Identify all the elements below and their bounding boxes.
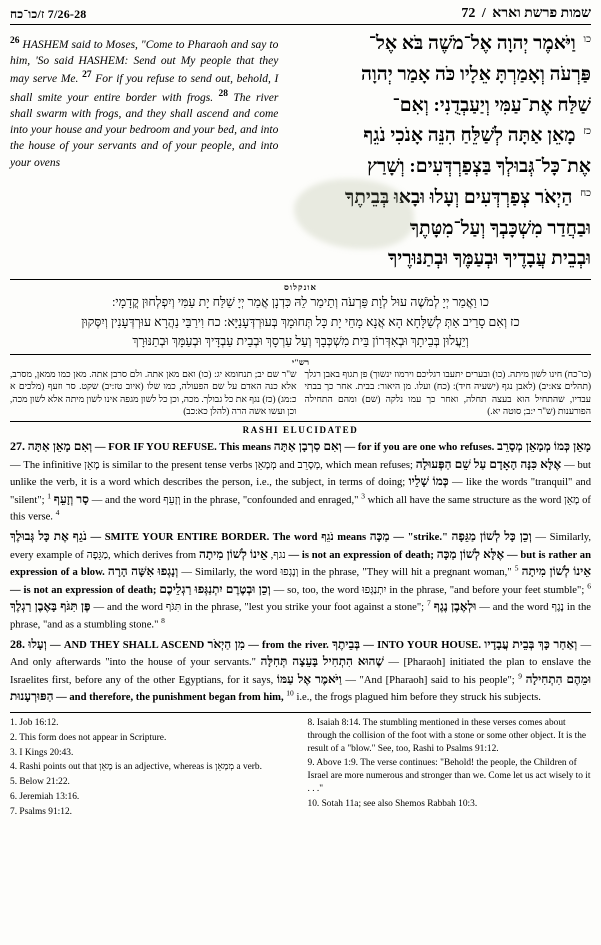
elucidation-english: i.e., the frogs plagued him before they struck his subjects. xyxy=(296,692,541,704)
elucidation-english: — like the words "tranquil" and "silent"; xyxy=(10,477,592,506)
book-name: שמות xyxy=(560,6,591,21)
verse-range-hebrew: ז/כו־כח xyxy=(10,7,45,21)
elucidation-hebrew: וּלְאֶבֶן נֶגֶף xyxy=(433,599,477,614)
onkelos-text xyxy=(10,293,591,355)
elucidation-english: — is not an expression of death; xyxy=(288,549,434,561)
hebrew-line: פַּרְעֹה וְאָמַרְתָּ אֵלָיו כֹּה אָמַר יְהוָה xyxy=(361,63,591,85)
elucidation-english: — And only afterwards "into the house of your servants." xyxy=(10,639,592,669)
hebrew-line: וַיֹּאמֶר יְהוָה אֶל־מֹשֶׁה בֹּא אֶל־ xyxy=(368,33,576,54)
elucidated-paragraph-27b xyxy=(10,528,591,633)
elucidation-english: — The infinitive מָאֵן is similar to the present tense verbs מְמָאֵן and מְסָרֵב, which mean refuses; xyxy=(10,459,413,471)
verse-number-28: 28 xyxy=(218,88,229,99)
hebrew-verse-26-line1 xyxy=(288,29,591,60)
lemma-english: — INTO YOUR HOUSE. xyxy=(363,639,482,651)
page-number: 72 xyxy=(461,6,476,21)
onkelos-line: כז וְאִם סָרֵיב אַתְּ לְשַׁלָּחָא הָא אֲנָא מָחֵי יָת כָּל תְּחוּמָךְ בְּעוּרְדְּעָנַיָּא: כח וִירַבֵּי נַהֲרָא עוּרְדְּעָנִין וְיִסְּקוּן xyxy=(81,314,520,329)
elucidation-english: — Similarly, the word וְנָגְפוּ in the phrase, "They will hit a pregnant woman," xyxy=(181,567,512,579)
footnote-item: 6. Jeremiah 13:16. xyxy=(10,792,80,803)
header-separator: / xyxy=(481,6,486,21)
lemma-hebrew: וְעָלוּ xyxy=(28,636,47,651)
elucidation-english: — and the word תִּגֹּף in the phrase, "lest you strike your foot against a stone"; xyxy=(93,602,425,614)
elucidation-english: — so, too, the word יִתְנַגְּפוּ in the phrase, "and before your feet stumble"; xyxy=(273,584,585,596)
lemma-english: — FOR IF YOU REFUSE. This means xyxy=(94,442,271,454)
elucidation-hebrew: וְכֵן כָּל לְשׁוֹן מַגֵּפָה xyxy=(451,529,532,544)
lemma-hebrew: נֹגֵף אֶת כָּל גְּבוּלֶךָ xyxy=(10,529,87,544)
footnote-marker: 8 xyxy=(161,615,165,625)
elucidation-english: — but is rather an expression of a blow. xyxy=(10,549,591,579)
hebrew-line: אֶת־כָּל־גְּבוּלְךָ בַּצְפַרְדְּעִים: וְשָׁרַץ xyxy=(367,156,591,178)
elucidation-hebrew: מִן הַיְאֹר xyxy=(207,636,245,651)
elucidation-hebrew: פֶּן תִּגֹּף בָּאֶבֶן רַגְלֶךָ xyxy=(10,599,91,614)
lemma-hebrew: וְאִם מָאֵן אַתָּה xyxy=(27,439,93,454)
rashi-elucidated-title: RASHI ELUCIDATED xyxy=(242,425,359,436)
hebrew-line: מָאֵן אַתָּה לְשַׁלֵּחַ הִנֵּה אָנֹכִי נֹגֵף xyxy=(363,125,576,147)
elucidation-english: — and the word נֶגֶף in the phrase, "and as a stumbling stone." xyxy=(10,602,591,631)
elucidation-hebrew: שֶׁהוּא הִתְחִיל בָּעֵצָה תְּחִלָּה xyxy=(260,654,384,669)
elucidation-english: — and therefore, the punishment began from him, xyxy=(56,692,284,704)
footnote-item: 10. Sotah 11a; see also Shemos Rabbah 10:3. xyxy=(307,799,478,810)
footnote-item: 3. I Kings 20:43. xyxy=(10,747,74,758)
elucidation-english: — is not an expression of death; xyxy=(10,584,157,596)
elucidation-hebrew: מַכָּה xyxy=(369,529,390,544)
hebrew-line: וּבְבֵית עֲבָדֶיךָ וּבְעַמֶּךָ וּבְתַנּוּרֶיךָ xyxy=(387,248,591,270)
english-verse-26: HASHEM said to Moses, "Come to Pharaoh and say to him, 'So said HASHEM: Send out My people that they may serve Me. xyxy=(10,38,279,86)
parashah-name: פרשת וארא xyxy=(492,6,558,21)
hebrew-verse-mark-27: כז xyxy=(583,125,591,137)
elucidation-hebrew: מָאֵן כְּמוֹ מְמָאֵן מְסָרֵב xyxy=(497,439,591,454)
footnote-item: 8. Isaiah 8:14. The stumbling mentioned in these verses comes about through the collision of the foot with a stone or some other object. It is the result of a "blow." See, too, Rashi to Psalms 91:12. xyxy=(307,717,587,754)
verse-reference-left xyxy=(10,7,87,22)
elucidation-hebrew: וְאַחַר כָּךְ בְּבֵית עֲבָדָיו xyxy=(484,636,578,651)
elucidation-english: — and the word וְזָעֵף in the phrase, "confounded and enraged," xyxy=(91,494,359,506)
lemma-hebrew: בְּבֵיתֶךָ xyxy=(332,636,361,651)
footnote-item: 5. Below 21:22. xyxy=(10,777,70,788)
hebrew-text-column xyxy=(288,29,591,275)
elucidated-paragraph-27 xyxy=(10,438,591,525)
elucidation-english: — for if you are one who refuses. xyxy=(344,442,495,454)
verse-range-latin: 7/26-28 xyxy=(47,7,87,21)
rashi-column-right: (כו־כח) חינו לשון מיתה. (כו) ובערים יתעבו רגליכם וירמוז ינשוך) פן תגוף באבן רגלך (תהלים צא:יב) (לאבן נגף (ישעיה חיד): (כח) ועלו. מן היאור: בבית. אחר כך בבתי עבדיו, שהתחיל הוא בעצה תחלה, ואחר כך עמו נלקה (שם) ומהם התחילה הפורענות (ש"ר י:ב; סוטה יא.) xyxy=(304,369,591,416)
footnote-item: 2. This form does not appear in Scripture. xyxy=(10,732,167,743)
footnotes-block xyxy=(10,717,591,821)
footnote-marker: 7 xyxy=(427,598,431,608)
elucidation-english: — but unlike the verb, it is a word which describes the person, i.e., the subject, in terms of doing; xyxy=(10,459,591,489)
footnote-marker: 9 xyxy=(518,671,523,681)
rashi-hebrew-block xyxy=(10,368,591,422)
hebrew-verse-28-line1 xyxy=(288,183,591,214)
english-verse-28: The river shall swarm with frogs, and they shall ascend and come into your house and your bedroom and your bed, and into the house of your servants and of your people, and into your ovens xyxy=(10,91,279,169)
book-parashah-header xyxy=(461,6,591,22)
elucidation-english: — "strike." xyxy=(393,532,448,544)
elucidation-hebrew: וְאִם סַרְבָן אַתָּה xyxy=(273,439,342,454)
lemma-english: — AND THEY SHALL ASCEND xyxy=(50,639,205,651)
hebrew-verse-mark-28: כח xyxy=(580,187,591,199)
hebrew-line: וּבַחֲדַר מִשְׁכָּבְךָ וְעַל־מִטָּתֶךָ xyxy=(409,217,591,239)
elucidation-hebrew: כְּמוֹ שָׁלֵיו xyxy=(408,474,449,489)
hebrew-verse-mark-26: כו xyxy=(583,33,591,45)
footnote-marker: 6 xyxy=(587,581,591,591)
rashi-column-left: ש"ר שם יב; תנחומא יג: (כו) ואם מאן אתה. ולם סרבן אתה. מאן כמו ממאן, מסרב, אלא כנה האדם על שם הפעולה, כמו שלו (איוב טז:יב) שקט. סר וזעף (מלכים א כ:מג) (כז) נגף את כל גבולך. מכה, וכן כל לשון מגפה אינו לשון מיתה אלא לשון מכה, וכן ועשו אשה הרה (להלן כא:כב) xyxy=(10,369,297,416)
elucidation-hebrew: אֶלָּא כִּנָּה הָאָדָם עַל שֵׁם הַפְּעוּלָה xyxy=(415,456,562,471)
elucidated-paragraph-28 xyxy=(10,636,591,706)
elucidation-hebrew: וַיֹּאמֶר אֶל עַמּוֹ xyxy=(276,671,342,686)
elucidation-hebrew: אֵינוֹ לְשׁוֹן מִיתָה xyxy=(198,546,268,561)
elucidation-english: — [Pharaoh] initiated the plan to enslave the Israelites first, before any of the other Egyptians, for it says, xyxy=(10,657,591,686)
rashi-label: רש"י xyxy=(291,357,310,368)
elucidation-english: — from the river. xyxy=(248,639,329,651)
footnote-item: 7. Psalms 91:12. xyxy=(10,807,72,818)
elucidation-english: — "And [Pharaoh] said to his people"; xyxy=(345,674,515,686)
hebrew-line: הַיְאֹר צְפַרְדְּעִים וְעָלוּ וּבָאוּ בְּבֵיתֶךָ xyxy=(344,186,573,208)
footnote-item: 9. Above 1:9. The verse continues: "Behold! the people, the Children of Israel are more numerous and stronger than we. Come let us act wisely to it . . ." xyxy=(307,758,591,795)
page-header xyxy=(10,6,591,25)
onkelos-line: כו וַאֲמַר יְיָ לְמֹשֶׁה עוּל לְוָת פַּרְעֹה וְתֵימַר לֵהּ כִּדְנָן אֲמַר יְיָ שַׁלַּח יָת עַמִּי וְיִפְלְחוּן קֳדָמָי: xyxy=(111,295,490,310)
footnotes-column-left xyxy=(10,717,294,821)
footnote-marker: 10 xyxy=(286,688,294,698)
elucidation-english: — Similarly, every example of מַגֵּפָה, which derives from נגף, xyxy=(10,532,592,561)
verse-number-26: 26 xyxy=(10,36,20,46)
hebrew-verse-27-line1 xyxy=(288,121,591,152)
english-translation-column xyxy=(10,29,278,171)
elucidation-hebrew: סָר וְזָעֵף xyxy=(53,491,89,506)
elucidation-hebrew: וּמֵהֶם הִתְחִילָה הַפּוּרְעָנוּת xyxy=(10,671,592,704)
footnote-marker: 5 xyxy=(514,563,519,573)
rashi-elucidated-body xyxy=(10,438,591,706)
english-verse-27: For if you refuse to send out, behold, I shall smite your entire border with frogs. xyxy=(10,73,279,104)
elucidated-verse-number-28: 28. xyxy=(10,636,25,651)
torah-text-block xyxy=(10,29,591,280)
elucidation-hebrew: וְכֵן וּבְטֶרֶם יִתְנַגְּפוּ רַגְלֵיכֶם xyxy=(159,581,271,596)
elucidation-hebrew: וְנָגְפוּ אִשָּׁה הָרָה xyxy=(107,564,179,579)
elucidated-verse-number-27: 27. xyxy=(10,439,25,454)
footnotes-column-right xyxy=(308,717,592,821)
footnote-marker: 4 xyxy=(55,508,60,518)
onkelos-label: אונקלוס xyxy=(284,282,317,293)
elucidation-hebrew: אֵינוֹ לְשׁוֹן מִיתָה xyxy=(521,564,592,579)
onkelos-line: וְיֵעֲלוּן בְּבֵיתָךְ וּבְאִדְּרוֹן בֵּית מִשְׁכְּבָךְ וְעַל עַרְסָךְ וּבְבֵית עַבְדָּיךְ וּבְעַמָּךְ וּבְתַנּוּרָךְ xyxy=(132,333,469,348)
footnote-item: 1. Job 16:12. xyxy=(10,717,59,728)
elucidation-english: which all have the same structure as the word מָאֵן of this verse. xyxy=(10,494,591,523)
footnote-marker: 3 xyxy=(361,491,365,501)
lemma-english: — SMITE YOUR ENTIRE BORDER. The word נֹגֵף means xyxy=(90,532,367,544)
hebrew-line: שַׁלַּח אֶת־עַמִּי וְיַעַבְדֻנִי: וְאִם־ xyxy=(392,94,591,116)
verse-number-27: 27 xyxy=(82,70,92,81)
footnote-divider xyxy=(10,712,591,713)
footnote-item: 4. Rashi points out that מָאֵן is an adjective, whereas is מְמָאֵן a verb. xyxy=(10,762,262,773)
footnote-marker: 1 xyxy=(47,491,52,501)
elucidation-hebrew: אֶלָּא לְשׁוֹן מַכָּה xyxy=(436,546,505,561)
